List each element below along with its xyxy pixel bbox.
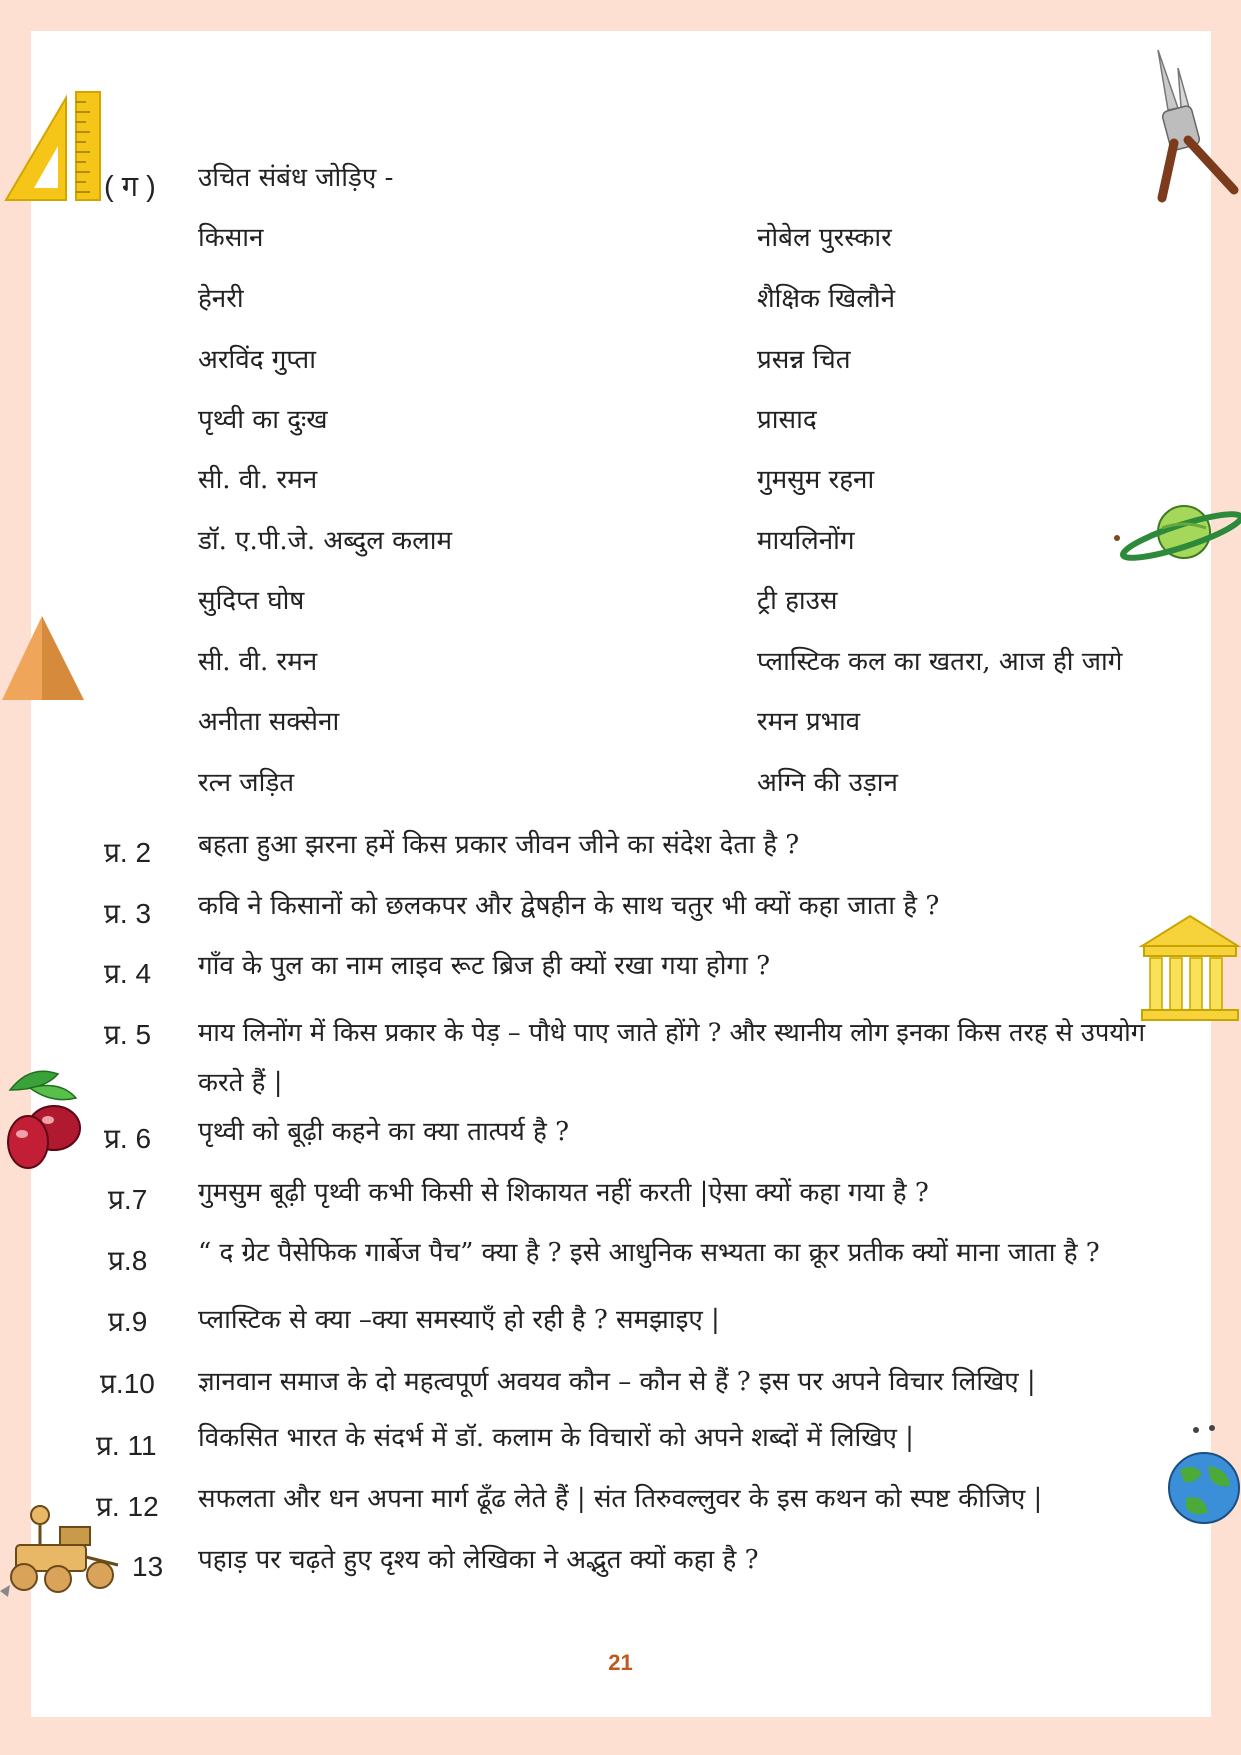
pruning-shears-icon <box>1148 48 1240 203</box>
list-item: प्रसन्न चित <box>757 345 851 375</box>
question-number: प्र.8 <box>108 1245 148 1276</box>
question-text: गाँव के पुल का नाम लाइव रूट ब्रिज ही क्यों रखा गया होगा ? <box>198 951 771 981</box>
question-number: प्र. 4 <box>104 958 152 989</box>
list-item: डॉ. ए.पी.जे. अब्दुल कलाम <box>198 526 452 556</box>
list-item: ट्री हाउस <box>757 586 838 616</box>
list-item: हेनरी <box>198 284 244 314</box>
question-text: माय लिनोंग में किस प्रकार के पेड़ – पौधे पाए जाते होंगे ? और स्थानीय लोग इनका किस तरह से उपयोग <box>198 1018 1146 1048</box>
question-text: पृथ्वी को बूढ़ी कहने का क्या तात्पर्य है ? <box>198 1117 570 1147</box>
list-item: प्रासाद <box>757 405 817 435</box>
question-text: ज्ञानवान समाज के दो महत्वपूर्ण अवयव कौन – कौन से हैं ? इस पर अपने विचार लिखिए | <box>198 1367 1036 1397</box>
section-label: ( ग ) <box>104 171 156 203</box>
planet-saturn-icon <box>1112 498 1241 568</box>
list-item: सुदिप्त घोष <box>198 586 305 616</box>
question-text-continued: करते हैं | <box>198 1068 283 1098</box>
question-text: सफलता और धन अपना मार्ग ढूँढ लेते हैं | संत तिरुवल्लुवर के इस कथन को स्पष्ट कीजिए | <box>198 1484 1043 1514</box>
greek-temple-icon <box>1138 912 1241 1022</box>
list-item: अग्नि की उड़ान <box>757 768 898 798</box>
question-number: प्र. 6 <box>104 1123 152 1154</box>
question-number: प्र. 5 <box>104 1019 152 1050</box>
question-number: प्र.7 <box>108 1184 148 1215</box>
set-square-ruler-icon <box>4 88 104 203</box>
list-item: सी. वी. रमन <box>198 647 318 677</box>
list-item: प्लास्टिक कल का खतरा, आज ही जागे <box>757 647 1123 677</box>
list-item: नोबेल पुरस्कार <box>757 223 892 253</box>
question-text: प्लास्टिक से क्या –क्या समस्याएँ हो रही है ? समझाइए | <box>198 1305 720 1335</box>
question-text: “ द ग्रेट पैसेफिक गार्बेज पैच” क्या है ? इसे आधुनिक सभ्यता का क्रूर प्रतीक क्यों माना जाता है ? <box>198 1238 1100 1268</box>
list-item: सी. वी. रमन <box>198 465 318 495</box>
list-item: किसान <box>198 223 264 253</box>
list-item: शैक्षिक खिलौने <box>757 284 896 314</box>
question-text: बहता हुआ झरना हमें किस प्रकार जीवन जीने का संदेश देता है ? <box>198 830 800 860</box>
question-number: 13 <box>132 1551 164 1582</box>
list-item: गुमसुम रहना <box>757 465 875 495</box>
question-number: प्र.10 <box>100 1368 155 1399</box>
question-number: प्र. 3 <box>104 898 152 929</box>
section-heading: उचित संबंध जोड़िए - <box>198 163 394 193</box>
list-item: पृथ्वी का दुःख <box>198 405 328 435</box>
beans-icon <box>0 1060 85 1172</box>
question-text: विकसित भारत के संदर्भ में डॉ. कलाम के विचारों को अपने शब्दों में लिखिए | <box>198 1423 914 1453</box>
list-item: अनीता सक्सेना <box>198 707 340 737</box>
pyramid-icon <box>0 612 88 704</box>
question-number: प्र. 2 <box>104 837 152 868</box>
earth-globe-icon <box>1164 1422 1241 1532</box>
list-item: अरविंद गुप्ता <box>198 345 316 375</box>
question-text: पहाड़ पर चढ़ते हुए दृश्य को लेखिका ने अद्भुत क्यों कहा है ? <box>198 1545 759 1575</box>
page-number: 21 <box>608 1650 633 1675</box>
list-item: मायलिनोंग <box>757 526 855 556</box>
question-number: प्र. 12 <box>96 1491 159 1522</box>
list-item: रत्न जड़ित <box>198 768 295 798</box>
list-item: रमन प्रभाव <box>757 707 861 737</box>
question-number: प्र. 11 <box>96 1430 157 1461</box>
question-text: गुमसुम बूढ़ी पृथ्वी कभी किसी से शिकायत नहीं करती |ऐसा क्यों कहा गया है ? <box>198 1178 929 1208</box>
question-number: प्र.9 <box>108 1306 148 1337</box>
question-text: कवि ने किसानों को छलकपर और द्वेषहीन के साथ चतुर भी क्यों कहा जाता है ? <box>198 891 940 921</box>
